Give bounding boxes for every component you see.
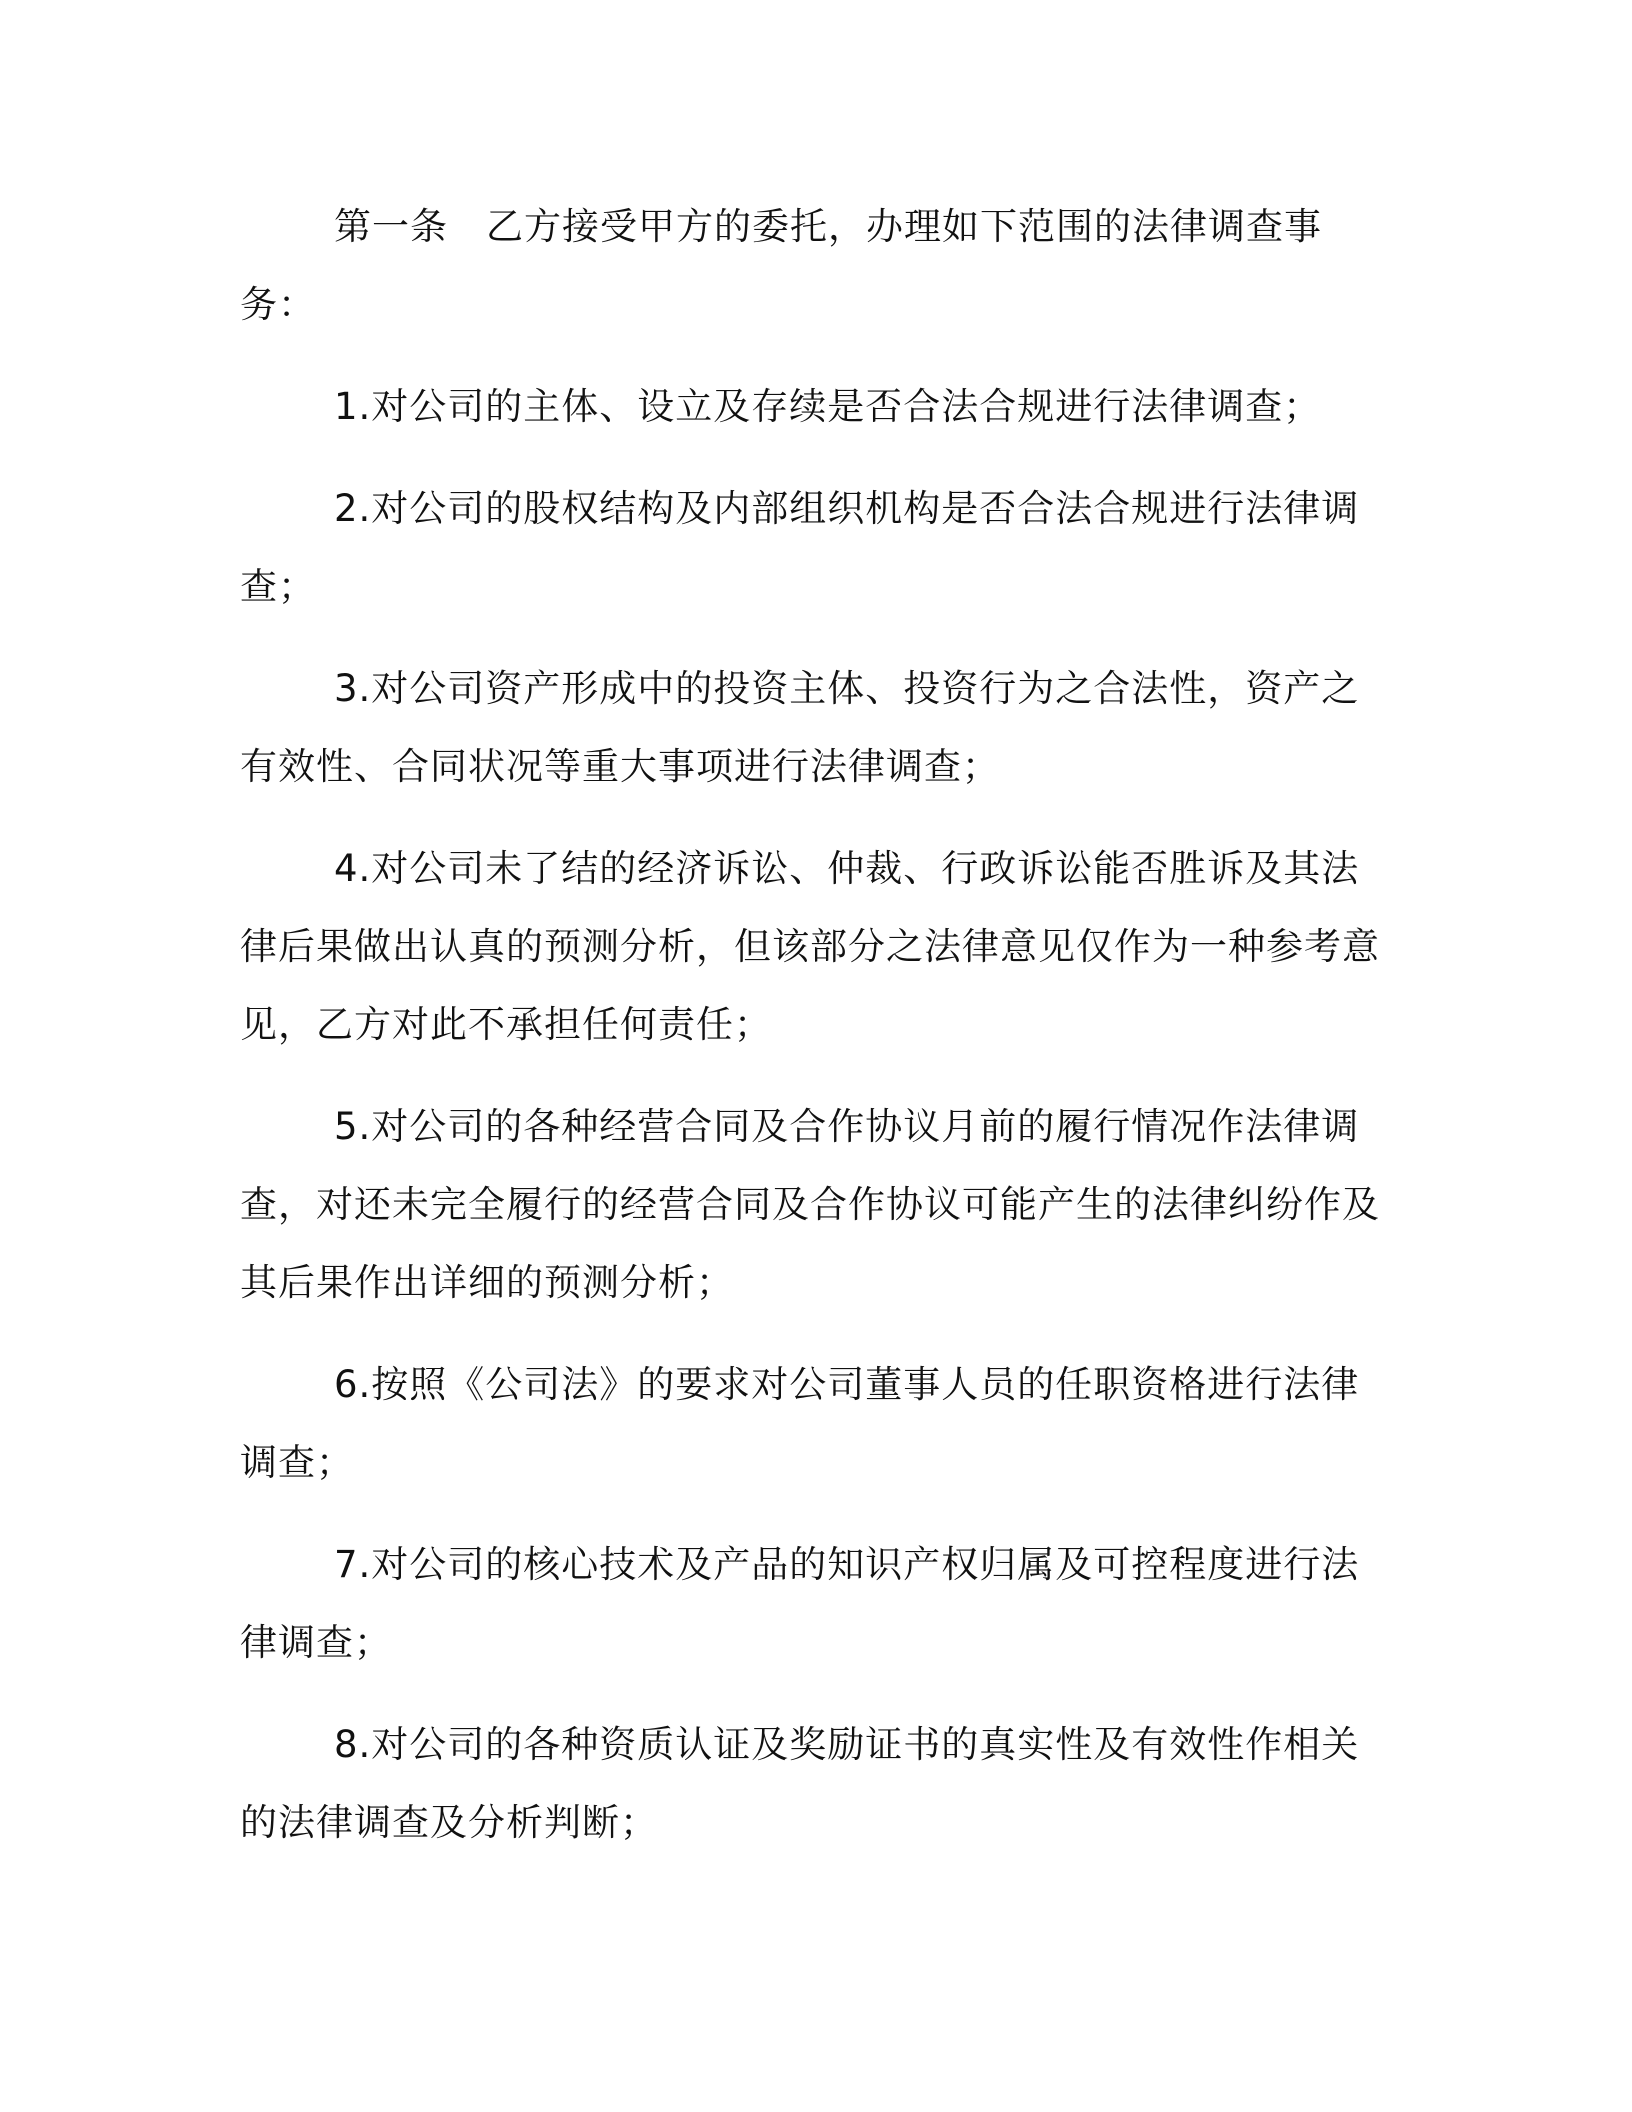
list-item: 8.对公司的各种资质认证及奖励证书的真实性及有效性作相关的法律调查及分析判断； bbox=[240, 1723, 1360, 1844]
list-item: 4.对公司未了结的经济诉讼、仲裁、行政诉讼能否胜诉及其法律后果做出认真的预测分析，但该部分之法律意见仅作为一种参考意见，乙方对此不承担任何责任； bbox=[240, 847, 1380, 1046]
list-item: 6.按照《公司法》的要求对公司董事人员的任职资格进行法律调查； bbox=[240, 1363, 1360, 1484]
list-item: 5.对公司的各种经营合同及合作协议月前的履行情况作法律调查，对还未完全履行的经营合同及合作协议可能产生的法律纠纷作及其后果作出详细的预测分析； bbox=[240, 1105, 1380, 1304]
document-body bbox=[240, 188, 1390, 1886]
article-text: 乙方接受甲方的委托，办理如下范围的法律调查事务： bbox=[240, 205, 1322, 326]
article-heading bbox=[240, 188, 1390, 344]
list-item: 1.对公司的主体、设立及存续是否合法合规进行法律调查； bbox=[334, 385, 1322, 428]
article-label: 第一条 bbox=[334, 205, 448, 248]
list-item: 7.对公司的核心技术及产品的知识产权归属及可控程度进行法律调查； bbox=[240, 1543, 1360, 1664]
list-item: 3.对公司资产形成中的投资主体、投资行为之合法性，资产之有效性、合同状况等重大事项进行法律调查； bbox=[240, 667, 1360, 788]
list-item: 2.对公司的股权结构及内部组织机构是否合法合规进行法律调查； bbox=[240, 487, 1360, 608]
